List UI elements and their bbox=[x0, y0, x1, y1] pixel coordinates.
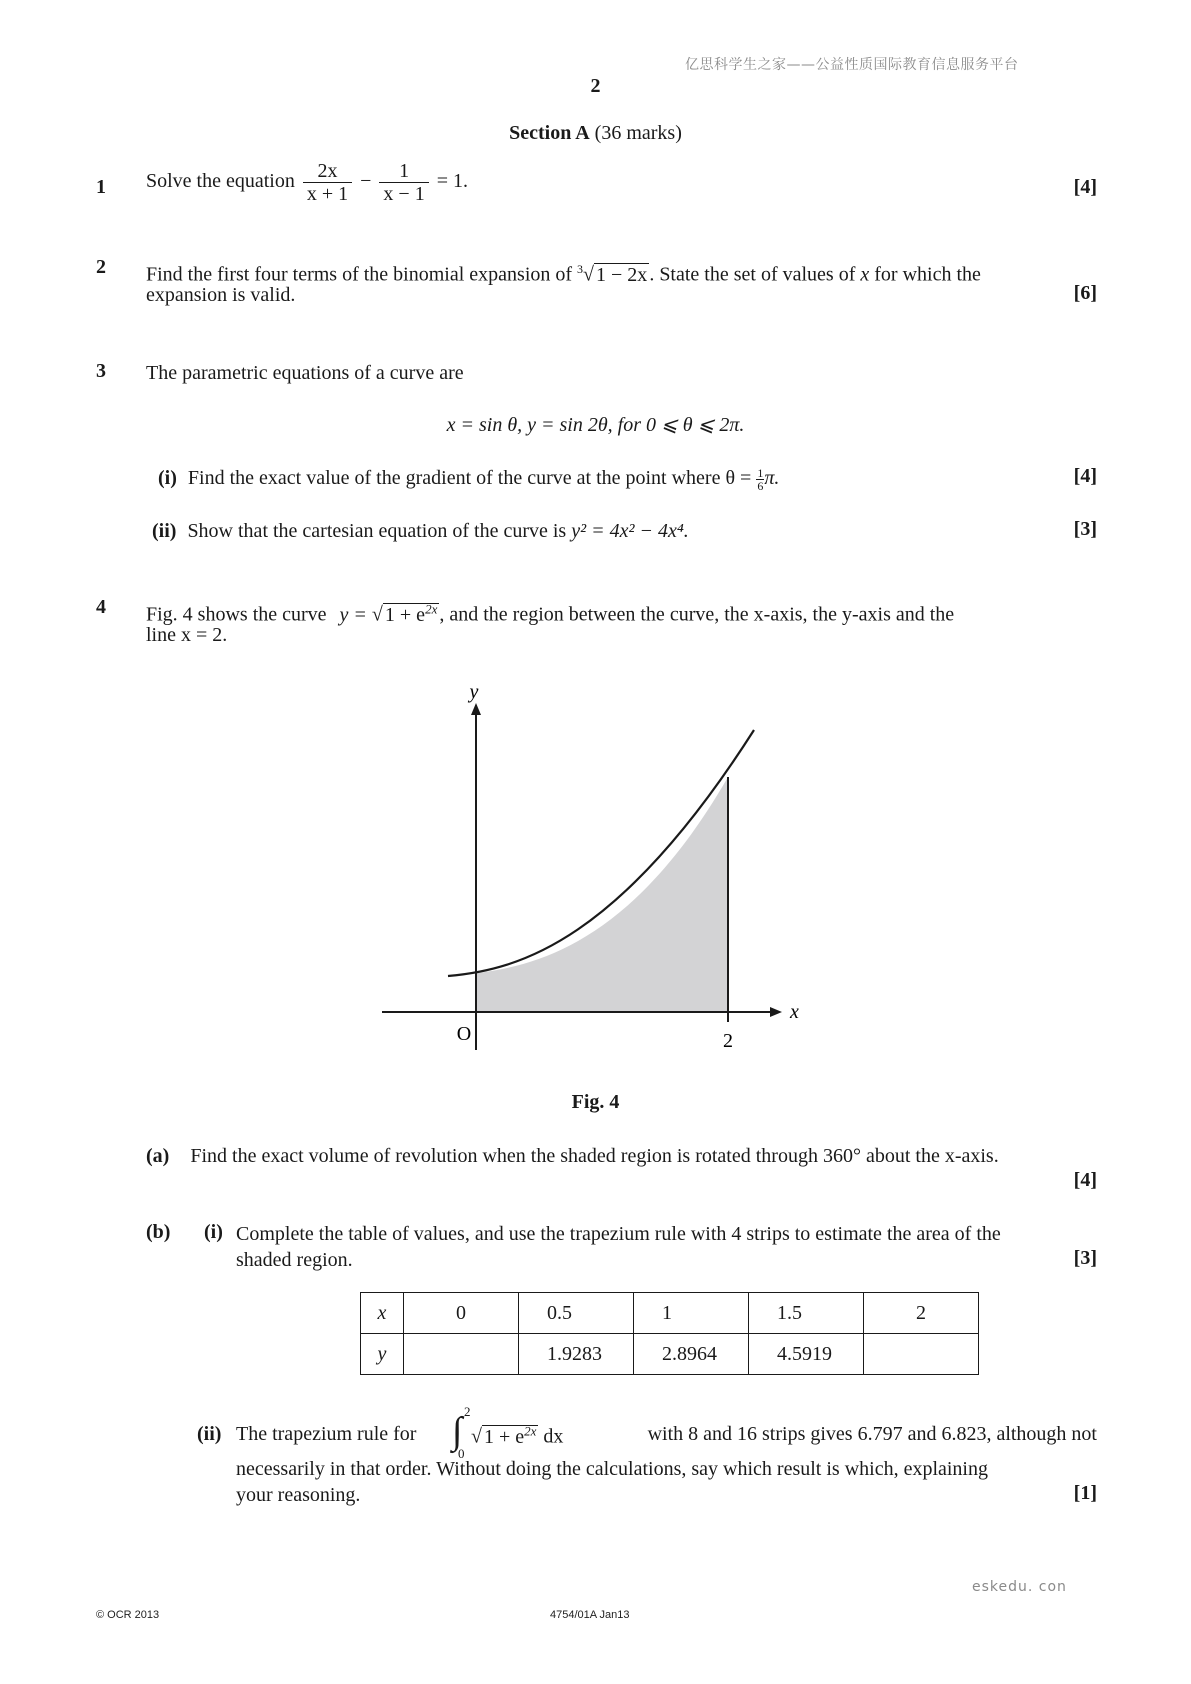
q1-frac2-numerator: 1 bbox=[379, 160, 428, 183]
q1-rhs: = 1. bbox=[436, 170, 468, 193]
question-1-marks: [4] bbox=[1073, 176, 1097, 198]
integral-upper-limit: 2 bbox=[464, 1404, 471, 1419]
watermark-top: 亿思科学生之家——公益性质国际教育信息服务平台 bbox=[685, 57, 1019, 73]
figure-4-graph bbox=[370, 670, 800, 1070]
table-cell-x: 0.5 bbox=[519, 1293, 634, 1334]
q2-text-a: Find the first four terms of the binomial expansion of bbox=[146, 263, 573, 286]
section-title-bold: Section A bbox=[509, 122, 590, 144]
question-3-part-i-marks: [4] bbox=[1073, 465, 1097, 487]
q4-part-b-ii-text-a: The trapezium rule for bbox=[236, 1423, 417, 1445]
question-2-line-2: expansion is valid. bbox=[146, 284, 296, 306]
q1-intro: Solve the equation bbox=[146, 170, 295, 193]
question-1-number: 1 bbox=[96, 176, 106, 198]
q2-text-c: for which the bbox=[874, 263, 981, 286]
x-axis-label: x bbox=[790, 1001, 799, 1023]
q2-radicand: 1 − 2x bbox=[596, 263, 648, 286]
root-sign-icon: √ bbox=[583, 263, 595, 286]
q1-fraction-2 bbox=[379, 160, 428, 205]
table-cell-y: 4.5919 bbox=[749, 1334, 864, 1375]
integral-lower-limit: 0 bbox=[458, 1446, 465, 1461]
question-4-part-b-ii-line-1 bbox=[236, 1404, 1097, 1464]
q3-part-ii-text: Show that the cartesian equation of the curve is bbox=[187, 520, 567, 542]
q3-part-i-text: Find the exact value of the gradient of the curve at the point where θ = bbox=[187, 467, 752, 489]
footer-paper-code: 4754/01A Jan13 bbox=[550, 1609, 630, 1621]
table-row-y bbox=[361, 1334, 979, 1375]
q4-integral-radicand bbox=[482, 1425, 538, 1448]
question-2-number: 2 bbox=[96, 256, 106, 278]
q4-y-axis-word: y-axis and the bbox=[841, 603, 955, 626]
question-4-number: 4 bbox=[96, 596, 106, 618]
q4-part-b-label: (b) bbox=[146, 1221, 171, 1243]
shaded-region bbox=[476, 777, 728, 1012]
question-4-part-a-marks: [4] bbox=[1073, 1169, 1097, 1191]
q3-part-ii-equation: y² = 4x² − 4x⁴. bbox=[571, 520, 689, 542]
table-cell-y: 1.9283 bbox=[519, 1334, 634, 1375]
q1-minus: − bbox=[360, 170, 372, 193]
table-cell-y[interactable] bbox=[864, 1334, 979, 1375]
table-cell-y: 2.8964 bbox=[634, 1334, 749, 1375]
q4-part-a-text: Find the exact volume of revolution when the shaded region is rotated through 360° about the x-axis. bbox=[190, 1145, 999, 1167]
x-tick-label-2: 2 bbox=[723, 1030, 733, 1052]
question-3-intro: The parametric equations of a curve are bbox=[146, 362, 464, 384]
question-3-part-ii-marks: [3] bbox=[1073, 518, 1097, 540]
values-table bbox=[360, 1292, 979, 1375]
q1-frac2-denominator: x − 1 bbox=[383, 183, 425, 205]
question-4-part-a bbox=[146, 1143, 1097, 1169]
question-3-equations: x = sin θ, y = sin 2θ, for 0 ⩽ θ ⩽ 2π. bbox=[446, 414, 745, 436]
q4-curve-radicand-base: 1 + e bbox=[384, 603, 426, 626]
integral-sign-icon: ∫ bbox=[452, 1410, 463, 1452]
q4-part-a-label: (a) bbox=[146, 1145, 170, 1167]
root-sign-icon: √ bbox=[471, 1425, 482, 1448]
q2-root-index: 3 bbox=[577, 262, 584, 276]
x-axis-arrow-icon bbox=[770, 1007, 782, 1017]
question-3-part-i bbox=[158, 465, 779, 492]
q3-part-i-frac-den: 6 bbox=[757, 478, 764, 493]
root-sign-icon: √ bbox=[371, 603, 383, 626]
q4-curve-exponent: 2x bbox=[425, 601, 438, 616]
q4-part-b-ii-label: (ii) bbox=[197, 1423, 222, 1445]
q3-part-i-frac-num: 1 bbox=[757, 465, 764, 480]
q4-curve-lhs: y = bbox=[339, 603, 367, 626]
table-cell-x: 1.5 bbox=[749, 1293, 864, 1334]
table-cell-x: 1 bbox=[634, 1293, 749, 1334]
q1-fraction-1 bbox=[303, 160, 352, 205]
q1-frac1-numerator: 2x bbox=[303, 160, 352, 183]
q4-x-axis-word: x-axis, the bbox=[753, 603, 837, 626]
question-2-marks: [6] bbox=[1073, 282, 1097, 304]
q4-intro-a: Fig. 4 shows the curve bbox=[146, 603, 327, 626]
question-4-part-b-ii-line-3: your reasoning. bbox=[236, 1484, 361, 1506]
y-axis-arrow-icon bbox=[471, 703, 481, 715]
q1-frac1-denominator: x + 1 bbox=[306, 183, 349, 205]
question-4-part-b-i-line-1: Complete the table of values, and use the trapezium rule with 4 strips to estimate the area of the bbox=[236, 1223, 1001, 1245]
table-header-y: y bbox=[361, 1334, 404, 1375]
origin-label: O bbox=[456, 1023, 472, 1045]
question-1-text bbox=[146, 160, 468, 205]
q4-integral-radicand-base: 1 + e bbox=[483, 1425, 525, 1448]
footer-copyright: © OCR 2013 bbox=[96, 1609, 160, 1621]
q2-var-x: x bbox=[860, 263, 870, 286]
q4-integral-dx: dx bbox=[543, 1425, 564, 1448]
page-number: 2 bbox=[590, 75, 601, 97]
figure-4-caption: Fig. 4 bbox=[571, 1091, 620, 1113]
section-title-marks: (36 marks) bbox=[594, 122, 682, 144]
watermark-bottom: eskedu. con bbox=[972, 1579, 1067, 1595]
question-4-part-b-i-marks: [3] bbox=[1073, 1247, 1097, 1269]
question-4-part-b-ii-marks: [1] bbox=[1073, 1482, 1097, 1504]
table-cell-x: 0 bbox=[404, 1293, 519, 1334]
question-4-part-b-i-line-2: shaded region. bbox=[236, 1249, 353, 1271]
table-cell-y[interactable] bbox=[404, 1334, 519, 1375]
q2-text-b: . State the set of values of bbox=[649, 263, 856, 286]
table-header-x: x bbox=[361, 1293, 404, 1334]
question-4-part-b-ii-line-2: necessarily in that order. Without doing the calculations, say which result is which, explaining bbox=[236, 1458, 988, 1480]
q3-part-ii-label: (ii) bbox=[152, 520, 177, 542]
q4-integrand bbox=[471, 1423, 563, 1449]
table-cell-x: 2 bbox=[864, 1293, 979, 1334]
y-axis-label: y bbox=[469, 681, 479, 703]
q4-part-b-i-label: (i) bbox=[204, 1221, 223, 1243]
section-title bbox=[0, 122, 1191, 145]
q4-integral-exponent: 2x bbox=[524, 1423, 537, 1438]
question-3-part-ii bbox=[152, 518, 689, 544]
question-3-number: 3 bbox=[96, 360, 106, 382]
q4-part-b-ii-text-b: with 8 and 16 strips gives 6.797 and 6.823, although not bbox=[647, 1423, 1097, 1445]
table-row-x bbox=[361, 1293, 979, 1334]
question-4-intro-line-2: line x = 2. bbox=[146, 624, 228, 646]
q3-part-i-end: π. bbox=[764, 467, 780, 489]
q3-part-i-label: (i) bbox=[158, 467, 177, 489]
q4-intro-b: , and the region between the curve, the bbox=[439, 603, 749, 626]
